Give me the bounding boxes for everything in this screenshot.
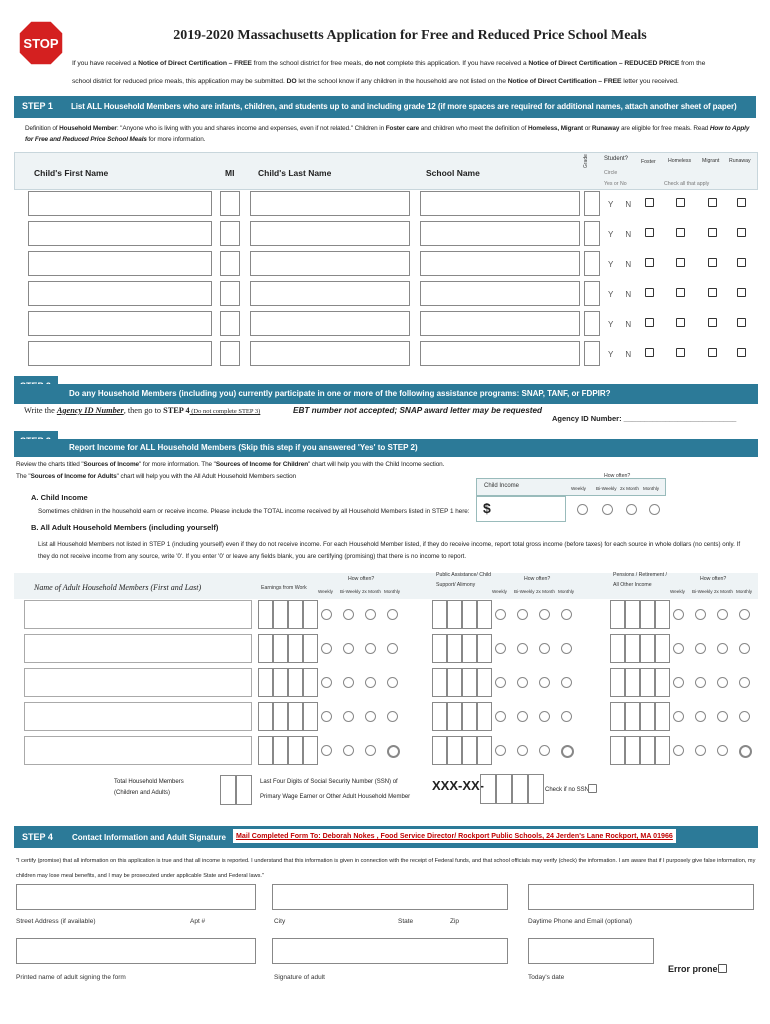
income-amount-digit[interactable]	[610, 736, 625, 765]
child-table-header	[14, 152, 758, 190]
date-label: Today's date	[528, 974, 565, 981]
income-amount-digit[interactable]	[477, 668, 492, 697]
adult-freq-radio[interactable]	[717, 745, 728, 756]
income-amount-digit[interactable]	[447, 702, 462, 731]
col-runaway: Runaway	[729, 158, 751, 164]
school-name-input[interactable]	[420, 341, 580, 366]
child-income-label: Child Income	[484, 483, 520, 489]
adult-heading: B. All Adult Household Members (including yourself)	[31, 523, 219, 532]
income-amount-digit[interactable]	[447, 600, 462, 629]
adult-freq-radio[interactable]	[673, 745, 684, 756]
child-mi-input[interactable]	[220, 281, 240, 306]
grade-input[interactable]	[584, 251, 600, 276]
col-migrant: Migrant	[702, 158, 720, 164]
phone-label: Daytime Phone and Email (optional)	[528, 918, 633, 925]
adult-freq-label: Monthly	[384, 589, 401, 594]
col-child-last: Child's Last Name	[258, 168, 332, 178]
freq-label-1: Bi-Weekly	[596, 486, 617, 491]
income-amount-digit[interactable]	[477, 600, 492, 629]
adult-freq-radio[interactable]	[495, 643, 506, 654]
student-yes-no[interactable]: Y N	[608, 320, 637, 329]
income-amount-digit[interactable]	[610, 634, 625, 663]
grade-input[interactable]	[584, 221, 600, 246]
income-amount-digit[interactable]	[610, 702, 625, 731]
school-name-input[interactable]	[420, 281, 580, 306]
signature-label: Signature of adult	[274, 974, 325, 981]
income-amount-digit[interactable]	[640, 600, 655, 629]
adult-freq-radio[interactable]	[321, 609, 332, 620]
ssn-digit-3[interactable]	[512, 774, 528, 804]
income-amount-digit[interactable]	[462, 668, 477, 697]
adult-freq-radio[interactable]	[717, 643, 728, 654]
income-amount-digit[interactable]	[273, 702, 288, 731]
adult-instructions: List all Household Members not listed in STEP 1 (including yourself) even if they do not receive income. For each Household Member listed, if they do receive income, report total gross income (before taxes) for each source in whole dollars (no cents) only. If they do not receive income from any source, write '0'. If you enter '0' or leave any fields blank, you are certifying (promising) that there is no income to report.	[38, 541, 741, 560]
step2-title: Do any Household Members (including you) currently participate in one or more of the following assistance programs: SNAP, TANF, or FDPIR?	[69, 389, 611, 398]
svg-text:STOP: STOP	[23, 36, 59, 51]
col-homeless: Homeless	[668, 158, 692, 164]
income-amount-digit[interactable]	[477, 702, 492, 731]
income-amount-digit[interactable]	[655, 600, 670, 629]
migrant-checkbox[interactable]	[708, 228, 717, 237]
adult-freq-radio[interactable]	[321, 677, 332, 688]
income-amount-digit[interactable]	[462, 736, 477, 765]
error-prone-checkbox[interactable]	[718, 964, 727, 973]
child-income-heading: A. Child Income	[31, 493, 88, 502]
step1-title: List ALL Household Members who are infants, children, and students up to and including grade 12 (if more spaces are required for additional names, attach another sheet of paper)	[71, 102, 737, 111]
homeless-checkbox[interactable]	[676, 348, 685, 357]
adult-freq-label: 2x Month	[714, 589, 733, 594]
adult-freq-radio[interactable]	[695, 643, 706, 654]
apt-label: Apt #	[190, 918, 206, 925]
foster-checkbox[interactable]	[645, 318, 654, 327]
income-amount-digit[interactable]	[288, 736, 303, 765]
adult-freq-radio[interactable]	[517, 745, 528, 756]
adult-freq-radio[interactable]	[495, 745, 506, 756]
income-amount-digit[interactable]	[273, 668, 288, 697]
child-last-name-input[interactable]	[250, 281, 410, 306]
adult-freq-radio[interactable]	[673, 711, 684, 722]
child-last-name-input[interactable]	[250, 191, 410, 216]
income-amount-digit[interactable]	[258, 634, 273, 663]
adult-freq-label: Weekly	[492, 589, 507, 594]
col-student: Student?	[604, 156, 629, 162]
child-freq-radio[interactable]	[649, 504, 660, 515]
income-amount-digit[interactable]	[462, 634, 477, 663]
step3-bar	[14, 439, 758, 457]
income-amount-digit[interactable]	[288, 702, 303, 731]
city-state-zip-input[interactable]	[272, 884, 508, 910]
how-often-label: How often?	[700, 576, 727, 582]
income-amount-digit[interactable]	[625, 736, 640, 765]
grade-input[interactable]	[584, 311, 600, 336]
check-all-note: Check all that apply	[664, 181, 710, 187]
adult-freq-radio[interactable]	[561, 677, 572, 688]
student-yes-no[interactable]: Y N	[608, 200, 637, 209]
mail-to-address: Mail Completed Form To: Deborah Nokes , Food Service Director/ Rockport Public Schools, 24 Jerden's Lane Rockport, MA 01966	[233, 829, 676, 843]
adult-freq-radio[interactable]	[321, 643, 332, 654]
total-members-label: Total Household Members (Children and Adults)	[114, 779, 184, 796]
adult-freq-radio[interactable]	[717, 609, 728, 620]
adult-name-col: Name of Adult Household Members (First and Last)	[34, 583, 202, 592]
step4-title: Contact Information and Adult Signature	[72, 833, 226, 842]
homeless-checkbox[interactable]	[676, 258, 685, 267]
income-amount-digit[interactable]	[447, 736, 462, 765]
zip-label: Zip	[450, 918, 460, 925]
adult-freq-radio[interactable]	[717, 711, 728, 722]
income-amount-digit[interactable]	[655, 634, 670, 663]
child-mi-input[interactable]	[220, 221, 240, 246]
adult-name-input[interactable]	[24, 600, 252, 629]
grade-input[interactable]	[584, 341, 600, 366]
child-first-name-input[interactable]	[28, 341, 212, 366]
adult-freq-label: Weekly	[670, 589, 685, 594]
income-amount-digit[interactable]	[303, 668, 318, 697]
col-school: School Name	[426, 168, 480, 178]
school-name-input[interactable]	[420, 191, 580, 216]
adult-freq-radio[interactable]	[365, 745, 376, 756]
ssn-label: Last Four Digits of Social Security Number (SSN) of Primary Wage Earner or Other Adult Household Member	[260, 779, 411, 800]
income-amount-digit[interactable]	[432, 600, 447, 629]
intro-text: If you have received a Notice of Direct Certification – FREE from the school district for free meals, do not complete this application. If you have received a Notice of Direct Certification – REDUCED PRICE from the school district for reduced price meals, this application may be submitted. DO let the school know if any children in the household are not listed on the Notice of Direct Certification – FREE letter you received.	[72, 60, 706, 85]
adult-freq-radio[interactable]	[343, 677, 354, 688]
adult-freq-radio[interactable]	[673, 677, 684, 688]
adult-freq-radio[interactable]	[387, 677, 398, 688]
child-first-name-input[interactable]	[28, 191, 212, 216]
migrant-checkbox[interactable]	[708, 198, 717, 207]
income-amount-digit[interactable]	[447, 668, 462, 697]
printed-name-input[interactable]	[16, 938, 256, 964]
income-amount-digit[interactable]	[432, 668, 447, 697]
earnings-col: Earnings from Work	[261, 585, 307, 591]
agency-id-field[interactable]: Agency ID Number: ___________________________	[552, 414, 737, 423]
adult-freq-radio[interactable]	[539, 609, 550, 620]
adult-freq-label: Weekly	[318, 589, 333, 594]
student-yes-no[interactable]: Y N	[608, 350, 637, 359]
income-amount-digit[interactable]	[303, 736, 318, 765]
adult-freq-radio[interactable]	[365, 643, 376, 654]
runaway-checkbox[interactable]	[737, 258, 746, 267]
income-amount-digit[interactable]	[273, 634, 288, 663]
income-amount-digit[interactable]	[432, 736, 447, 765]
income-amount-digit[interactable]	[432, 702, 447, 731]
adult-freq-radio[interactable]	[517, 643, 528, 654]
income-amount-digit[interactable]	[288, 668, 303, 697]
income-amount-digit[interactable]	[625, 600, 640, 629]
adult-freq-radio[interactable]	[739, 643, 750, 654]
income-amount-digit[interactable]	[462, 702, 477, 731]
income-amount-digit[interactable]	[625, 702, 640, 731]
adult-freq-radio[interactable]	[561, 745, 574, 758]
adult-freq-radio[interactable]	[517, 677, 528, 688]
income-amount-digit[interactable]	[258, 600, 273, 629]
col-foster: Foster	[641, 159, 656, 165]
income-amount-digit[interactable]	[288, 600, 303, 629]
street-address-input[interactable]	[16, 884, 256, 910]
adult-freq-label: Monthly	[736, 589, 753, 594]
income-amount-digit[interactable]	[273, 736, 288, 765]
printed-name-label: Printed name of adult signing the form	[16, 974, 126, 981]
child-last-name-input[interactable]	[250, 311, 410, 336]
homeless-checkbox[interactable]	[676, 198, 685, 207]
freq-label-2: 2x Month	[620, 486, 639, 491]
child-freq-radio[interactable]	[626, 504, 637, 515]
adult-freq-radio[interactable]	[739, 609, 750, 620]
no-ssn-checkbox[interactable]	[588, 784, 597, 793]
foster-checkbox[interactable]	[645, 348, 654, 357]
migrant-checkbox[interactable]	[708, 318, 717, 327]
adult-freq-radio[interactable]	[387, 643, 398, 654]
stop-sign-icon	[18, 20, 64, 66]
adult-freq-radio[interactable]	[673, 609, 684, 620]
date-input[interactable]	[528, 938, 654, 964]
income-amount-digit[interactable]	[477, 736, 492, 765]
child-mi-input[interactable]	[220, 311, 240, 336]
step4-bar	[14, 826, 758, 848]
child-income-text: Sometimes children in the household earn or receive income. Please include the TOTAL income received by all Household Members listed in STEP 1 here:	[38, 508, 470, 515]
adult-freq-label: 2x Month	[362, 589, 381, 594]
child-mi-input[interactable]	[220, 191, 240, 216]
state-label: State	[398, 918, 414, 925]
child-last-name-input[interactable]	[250, 221, 410, 246]
income-amount-digit[interactable]	[640, 736, 655, 765]
total-members-input-2[interactable]	[236, 775, 252, 805]
adult-freq-radio[interactable]	[539, 677, 550, 688]
runaway-checkbox[interactable]	[737, 288, 746, 297]
pension-col: Pensions / Retirement /	[613, 572, 667, 578]
child-mi-input[interactable]	[220, 341, 240, 366]
income-amount-digit[interactable]	[625, 668, 640, 697]
adult-freq-radio[interactable]	[321, 745, 332, 756]
adult-freq-radio[interactable]	[695, 711, 706, 722]
ssn-digit-4[interactable]	[528, 774, 544, 804]
child-last-name-input[interactable]	[250, 341, 410, 366]
adult-freq-radio[interactable]	[539, 745, 550, 756]
student-yes-no[interactable]: Y N	[608, 230, 637, 239]
adult-freq-radio[interactable]	[561, 711, 572, 722]
income-amount-digit[interactable]	[655, 702, 670, 731]
foster-checkbox[interactable]	[645, 288, 654, 297]
income-amount-digit[interactable]	[462, 600, 477, 629]
adult-freq-radio[interactable]	[321, 711, 332, 722]
adult-freq-radio[interactable]	[695, 609, 706, 620]
migrant-checkbox[interactable]	[708, 348, 717, 357]
adult-freq-radio[interactable]	[673, 643, 684, 654]
freq-label-0: Weekly	[571, 486, 586, 491]
income-amount-digit[interactable]	[288, 634, 303, 663]
adult-freq-radio[interactable]	[387, 609, 398, 620]
how-often-label: How often?	[524, 576, 551, 582]
adult-freq-radio[interactable]	[517, 609, 528, 620]
adult-freq-radio[interactable]	[739, 677, 750, 688]
ebt-note: EBT number not accepted; SNAP award letter may be requested	[293, 406, 543, 415]
adult-freq-radio[interactable]	[387, 745, 400, 758]
income-amount-digit[interactable]	[610, 668, 625, 697]
step3-review: Review the charts titled "Sources of Income" for more information. The "Sources of Income for Children" chart will help you with the Child Income section. The "Sources of Income for Adults" chart will help you with the All Adult Household Members section	[16, 461, 445, 480]
step1-label: STEP 1	[22, 101, 53, 111]
child-first-name-input[interactable]	[28, 311, 212, 336]
how-often-label: How often?	[348, 576, 375, 582]
income-amount-digit[interactable]	[432, 634, 447, 663]
ssn-digit-2[interactable]	[496, 774, 512, 804]
income-amount-digit[interactable]	[640, 668, 655, 697]
phone-email-input[interactable]	[528, 884, 754, 910]
total-members-input-1[interactable]	[220, 775, 236, 805]
adult-freq-radio[interactable]	[517, 711, 528, 722]
adult-name-input[interactable]	[24, 634, 252, 663]
adult-name-input[interactable]	[24, 668, 252, 697]
migrant-checkbox[interactable]	[708, 288, 717, 297]
grade-input[interactable]	[584, 281, 600, 306]
runaway-checkbox[interactable]	[737, 348, 746, 357]
school-name-input[interactable]	[420, 221, 580, 246]
student-yes-no[interactable]: Y N	[608, 290, 637, 299]
city-label: City	[274, 918, 286, 925]
homeless-checkbox[interactable]	[676, 228, 685, 237]
income-amount-digit[interactable]	[447, 634, 462, 663]
foster-checkbox[interactable]	[645, 228, 654, 237]
adult-freq-radio[interactable]	[539, 643, 550, 654]
homeless-checkbox[interactable]	[676, 288, 685, 297]
income-amount-digit[interactable]	[640, 634, 655, 663]
adult-freq-radio[interactable]	[343, 745, 354, 756]
ssn-prefix: XXX-XX-	[432, 778, 485, 793]
adult-freq-radio[interactable]	[561, 609, 572, 620]
school-name-input[interactable]	[420, 251, 580, 276]
income-amount-digit[interactable]	[303, 702, 318, 731]
income-amount-digit[interactable]	[258, 736, 273, 765]
adult-freq-radio[interactable]	[495, 609, 506, 620]
step2-bar	[14, 384, 758, 404]
step3-title: Report Income for ALL Household Members (Skip this step if you answered 'Yes' to STEP 2)	[69, 443, 418, 452]
adult-freq-label: Bi-Weekly	[340, 589, 361, 594]
child-mi-input[interactable]	[220, 251, 240, 276]
income-amount-digit[interactable]	[303, 600, 318, 629]
certification-text: "I certify (promise) that all information on this application is true and that all income is reported. I understand that this information is given in connection with the receipt of Federal funds, and that school officials may verify (check) the information. I am aware that if I purposely give false information, my children may lose meal benefits, and I may be prosecuted under applicable State and Federal laws."	[16, 858, 756, 879]
adult-freq-radio[interactable]	[539, 711, 550, 722]
adult-freq-radio[interactable]	[343, 609, 354, 620]
col-grade: Grade	[583, 154, 589, 168]
adult-freq-radio[interactable]	[717, 677, 728, 688]
income-amount-digit[interactable]	[610, 600, 625, 629]
ssn-digit-1[interactable]	[480, 774, 496, 804]
income-amount-digit[interactable]	[640, 702, 655, 731]
school-name-input[interactable]	[420, 311, 580, 336]
step2-instructions: Write the Agency ID Number, then go to STEP 4 (Do not complete STEP 3)	[24, 406, 261, 415]
adult-freq-radio[interactable]	[495, 711, 506, 722]
income-amount-digit[interactable]	[625, 634, 640, 663]
runaway-checkbox[interactable]	[737, 198, 746, 207]
adult-freq-radio[interactable]	[739, 711, 750, 722]
adult-freq-label: Bi-Weekly	[514, 589, 535, 594]
adult-freq-radio[interactable]	[739, 745, 752, 758]
adult-freq-radio[interactable]	[343, 711, 354, 722]
adult-freq-radio[interactable]	[561, 643, 572, 654]
income-amount-digit[interactable]	[655, 736, 670, 765]
migrant-checkbox[interactable]	[708, 258, 717, 267]
foster-checkbox[interactable]	[645, 258, 654, 267]
adult-freq-label: Monthly	[558, 589, 575, 594]
income-amount-digit[interactable]	[258, 668, 273, 697]
adult-freq-radio[interactable]	[343, 643, 354, 654]
child-freq-radio[interactable]	[602, 504, 613, 515]
col-mi: MI	[225, 168, 235, 178]
foster-checkbox[interactable]	[645, 198, 654, 207]
grade-input[interactable]	[584, 191, 600, 216]
child-freq-radio[interactable]	[577, 504, 588, 515]
homeless-checkbox[interactable]	[676, 318, 685, 327]
adult-freq-radio[interactable]	[365, 711, 376, 722]
child-first-name-input[interactable]	[28, 281, 212, 306]
step1-bar	[14, 96, 756, 118]
income-amount-digit[interactable]	[655, 668, 670, 697]
income-amount-digit[interactable]	[303, 634, 318, 663]
street-label: Street Address (if available)	[16, 918, 96, 925]
child-first-name-input[interactable]	[28, 251, 212, 276]
child-first-name-input[interactable]	[28, 221, 212, 246]
household-definition: Definition of Household Member: "Anyone who is living with you and shares income and expenses, even if not related." Children in Foster care and children who meet the definition of Homeless, Migrant or Runaway are eligible for free meals. Read How to Apply for Free and Reduced Price School Meals for more information.	[25, 125, 750, 143]
adult-freq-radio[interactable]	[365, 609, 376, 620]
no-ssn-label: Check if no SSN	[545, 787, 590, 793]
col-child-first: Child's First Name	[34, 168, 109, 178]
adult-name-input[interactable]	[24, 702, 252, 731]
adult-freq-radio[interactable]	[695, 745, 706, 756]
freq-label-3: Monthly	[643, 486, 660, 491]
student-yes-no[interactable]: Y N	[608, 260, 637, 269]
runaway-checkbox[interactable]	[737, 318, 746, 327]
error-prone-label: Error prone	[668, 964, 718, 974]
income-amount-digit[interactable]	[258, 702, 273, 731]
step4-label: STEP 4	[22, 832, 53, 842]
adult-freq-radio[interactable]	[695, 677, 706, 688]
income-amount-digit[interactable]	[477, 634, 492, 663]
adult-freq-radio[interactable]	[495, 677, 506, 688]
form-title: 2019-2020 Massachusetts Application for Free and Reduced Price School Meals	[173, 28, 647, 43]
adult-name-input[interactable]	[24, 736, 252, 765]
runaway-checkbox[interactable]	[737, 228, 746, 237]
adult-freq-radio[interactable]	[365, 677, 376, 688]
signature-input[interactable]	[272, 938, 508, 964]
adult-freq-label: Bi-Weekly	[692, 589, 713, 594]
adult-freq-radio[interactable]	[387, 711, 398, 722]
adult-freq-label: 2x Month	[536, 589, 555, 594]
child-last-name-input[interactable]	[250, 251, 410, 276]
public-col: Public Assistance/ Child	[436, 572, 492, 578]
income-amount-digit[interactable]	[273, 600, 288, 629]
